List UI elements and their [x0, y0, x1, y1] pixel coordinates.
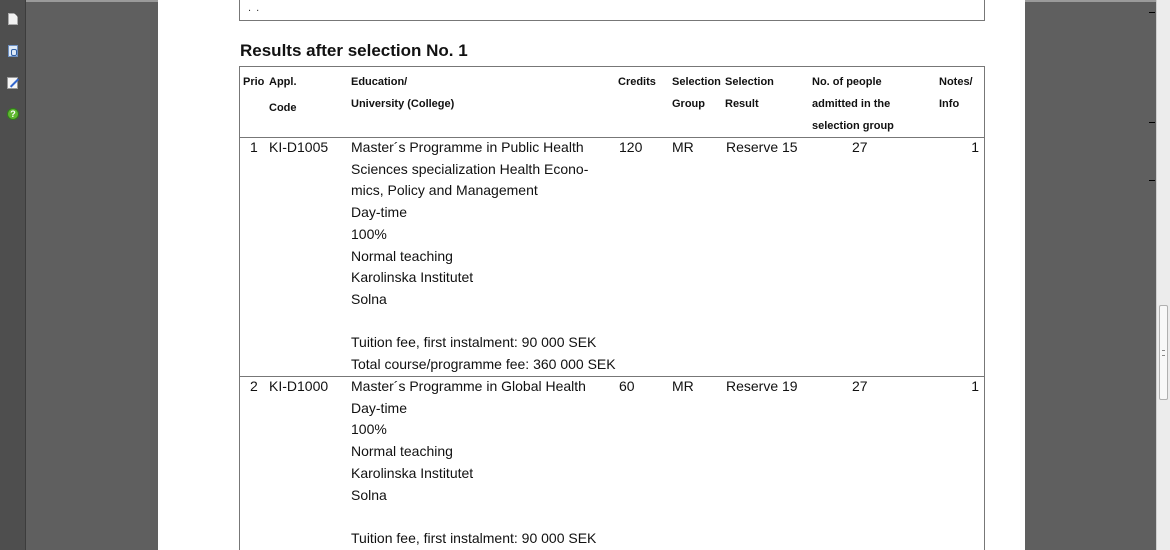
row-selection-group: MR — [672, 139, 694, 155]
sign-icon — [7, 77, 18, 89]
results-table — [239, 66, 985, 550]
header-prio: Prio — [243, 76, 265, 88]
section-title: Results after selection No. 1 — [240, 41, 468, 60]
viewer-side-toolbar — [0, 0, 26, 550]
education-line — [351, 506, 596, 528]
header-education: Education/ University (College) — [351, 76, 455, 110]
education-line: Day-time — [351, 204, 408, 221]
row-education — [351, 376, 596, 550]
pages-button[interactable] — [6, 12, 20, 26]
scrollbar-grip-icon — [1162, 350, 1165, 356]
scrollbar-thumb[interactable] — [1159, 305, 1168, 400]
row-code: KI-D1000 — [269, 378, 329, 394]
help-button[interactable] — [6, 107, 20, 121]
education-line: Karolinska Institutet — [351, 464, 474, 481]
education-line: Master´s Programme in Global Health — [351, 378, 586, 394]
row-code: KI-D1005 — [269, 139, 329, 155]
education-line: Solna — [351, 290, 387, 307]
education-line: Solna — [351, 486, 387, 503]
row-notes: 1 — [971, 378, 979, 394]
page-edge-mark — [1149, 12, 1155, 13]
page-edge-mark — [1149, 122, 1155, 123]
education-line: Master´s Programme in Public Health — [351, 139, 584, 155]
education-line — [351, 311, 616, 333]
attachments-button[interactable] — [6, 44, 20, 58]
education-line: Normal teaching — [351, 247, 453, 264]
row-prio: 2 — [250, 378, 258, 394]
header-notes: Notes/ Info — [939, 76, 973, 110]
education-line: 100% — [351, 225, 387, 242]
row-selection-group: MR — [672, 378, 694, 394]
header-credits: Credits — [618, 76, 656, 88]
vertical-scrollbar[interactable] — [1156, 0, 1170, 550]
row-prio: 1 — [250, 139, 258, 155]
header-admitted: No. of people admitted in the selection group — [812, 76, 894, 132]
row-notes: 1 — [971, 139, 979, 155]
header-selection-group: Selection Group — [672, 76, 721, 110]
row-admitted: 27 — [852, 378, 868, 394]
previous-section-box — [239, 0, 985, 21]
attachments-icon — [8, 45, 18, 57]
education-line: Day-time — [351, 399, 408, 416]
education-line: 100% — [351, 421, 387, 438]
header-selection-result: Selection Result — [725, 76, 774, 110]
education-line: Tuition fee, first instalment: 90 000 SEK — [351, 334, 597, 351]
row-admitted: 27 — [852, 139, 868, 155]
row-selection-result: Reserve 15 — [726, 139, 798, 155]
education-line: Total course/programme fee: 360 000 SEK — [351, 356, 616, 373]
education-line: mics, Policy and Management — [351, 182, 538, 199]
help-icon: ? — [7, 108, 19, 120]
sign-button[interactable] — [6, 76, 20, 90]
page-edge-mark — [1149, 180, 1155, 181]
previous-section-text: . . — [248, 2, 261, 14]
education-line: Tuition fee, first instalment: 90 000 SEK — [351, 529, 597, 546]
education-line: Karolinska Institutet — [351, 269, 474, 286]
row-education — [351, 137, 616, 376]
pages-icon — [8, 13, 18, 25]
header-appl-code: Appl. Code — [269, 76, 297, 114]
row-credits: 60 — [619, 378, 635, 394]
row-credits: 120 — [619, 139, 643, 155]
row-selection-result: Reserve 19 — [726, 378, 798, 394]
education-line: Normal teaching — [351, 443, 453, 460]
education-line: Sciences specialization Health Econo- — [351, 160, 589, 177]
